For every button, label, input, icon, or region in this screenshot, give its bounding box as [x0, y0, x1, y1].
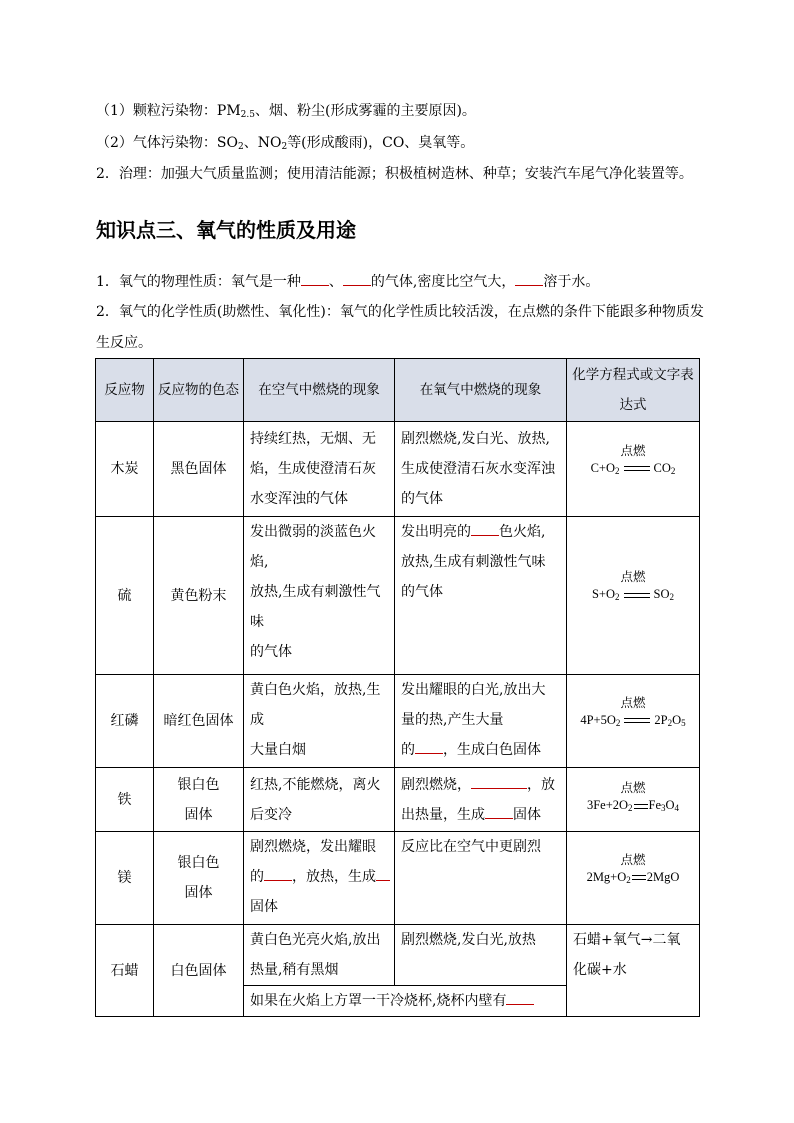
section-title: 知识点三、氧气的性质及用途 — [96, 218, 356, 242]
air-phenomenon: 黄白色火焰，放热,生 成 大量白烟 — [244, 675, 395, 768]
reactant-name: 镁 — [96, 832, 154, 925]
header-in-oxygen: 在氧气中燃烧的现象 — [395, 359, 567, 422]
blank-flame-color[interactable] — [471, 521, 499, 536]
blank-sparks[interactable] — [471, 774, 527, 789]
blank-water-droplets[interactable] — [506, 990, 534, 1005]
chemical-equation: 点燃 $4P+5O_2$ $2P_2O_5$ — [567, 675, 700, 768]
air-phenomenon: 黄白色光亮火焰,放出 热量,稍有黑烟 — [244, 925, 395, 986]
chemical-equation: 点燃 $C+O_2$ $CO_2$ — [567, 422, 700, 517]
oxygen-phenomenon: 剧烈燃烧， ，放 出热量，生成 固体 — [395, 768, 567, 832]
reactant-name: 硫 — [96, 517, 154, 675]
physical-properties-line: 1．氧气的物理性质：氧气是一种 、 的气体,密度比空气大， 溶于水。 — [96, 271, 599, 292]
reactant-name: 红磷 — [96, 675, 154, 768]
reactant-name: 铁 — [96, 768, 154, 832]
blank-odor[interactable] — [343, 271, 371, 286]
reactant-state: 黑色固体 — [154, 422, 244, 517]
chemical-properties-line-2: 生反应。 — [96, 335, 152, 351]
table-header-row — [96, 359, 700, 422]
air-phenomenon: 发出微弱的淡蓝色火 焰, 放热,生成有刺激性气 味 的气体 — [244, 517, 395, 675]
chemical-equation: 点燃 $S+O_2$ $SO_2$ — [567, 517, 700, 675]
blank-light[interactable] — [264, 866, 292, 881]
blank-mgo-color[interactable] — [376, 866, 390, 881]
chemical-equation: 点燃 $3Fe+2O_2$ $Fe_3O_4$ — [567, 768, 700, 832]
header-reactant: 反应物 — [96, 359, 154, 422]
reactant-state: 银白色 固体 — [154, 832, 244, 925]
reactant-state: 黄色粉末 — [154, 517, 244, 675]
oxygen-reactions-table — [95, 358, 700, 1017]
reactant-name: 木炭 — [96, 422, 154, 517]
blank-solubility[interactable] — [515, 271, 543, 286]
chemical-properties-line: 2．氧气的化学性质(助燃性、氧化性)：氧气的化学性质比较活泼，在点燃的条件下能跟多种物质发 — [96, 304, 704, 320]
oxygen-phenomenon: 剧烈燃烧,发白光、放热, 生成使澄清石灰水变浑浊 的气体 — [395, 422, 567, 517]
table-row — [96, 832, 700, 925]
header-equation: 化学方程式或文字表达式 — [567, 359, 700, 422]
table-row — [96, 768, 700, 832]
blank-color[interactable] — [301, 271, 329, 286]
reactant-state: 暗红色固体 — [154, 675, 244, 768]
header-in-air: 在空气中燃烧的现象 — [244, 359, 395, 422]
table-row — [96, 925, 700, 986]
table-row — [96, 675, 700, 768]
oxygen-phenomenon: 发出明亮的 色火焰, 放热,生成有刺激性气味 的气体 — [395, 517, 567, 675]
reactant-state: 白色固体 — [154, 925, 244, 1017]
blank-smoke[interactable] — [415, 739, 443, 754]
chemical-equation: 点燃 $2Mg+O_2$ 2MgO — [567, 832, 700, 925]
air-phenomenon: 剧烈燃烧，发出耀眼 的 ，放热，生成 固体 — [244, 832, 395, 925]
blank-iron-product-color[interactable] — [485, 804, 513, 819]
wax-note: 如果在火焰上方罩一干冷烧杯,烧杯内壁有 — [244, 986, 567, 1017]
air-phenomenon: 红热,不能燃烧，离火 后变冷 — [244, 768, 395, 832]
oxygen-phenomenon: 剧烈燃烧,发白光,放热 — [395, 925, 567, 986]
table-row — [96, 422, 700, 517]
word-equation: 石蜡+氧气→二氧 化碳+水 — [567, 925, 700, 1017]
reactant-state: 银白色 固体 — [154, 768, 244, 832]
reactant-name: 石蜡 — [96, 925, 154, 1017]
oxygen-phenomenon: 反应比在空气中更剧烈 — [395, 832, 567, 925]
governance-line: 2．治理：加强大气质量监测；使用清洁能源；积极植树造林、种草；安装汽车尾气净化装置等。 — [96, 166, 693, 182]
table-row — [96, 517, 700, 675]
air-phenomenon: 持续红热，无烟、无 焰，生成使澄清石灰 水变浑浊的气体 — [244, 422, 395, 517]
particle-pollutants-line: （1）颗粒污染物：$PM_{2.5}$、烟、粉尘(形成雾霾的主要原因)。 — [96, 103, 476, 120]
gas-pollutants-line: （2）气体污染物：$SO_2$、$NO_2$等(形成酸雨)，CO、臭氧等。 — [96, 135, 475, 152]
header-state: 反应物的色态 — [154, 359, 244, 422]
oxygen-phenomenon: 发出耀眼的白光,放出大 量的热,产生大量 的 ，生成白色固体 — [395, 675, 567, 768]
